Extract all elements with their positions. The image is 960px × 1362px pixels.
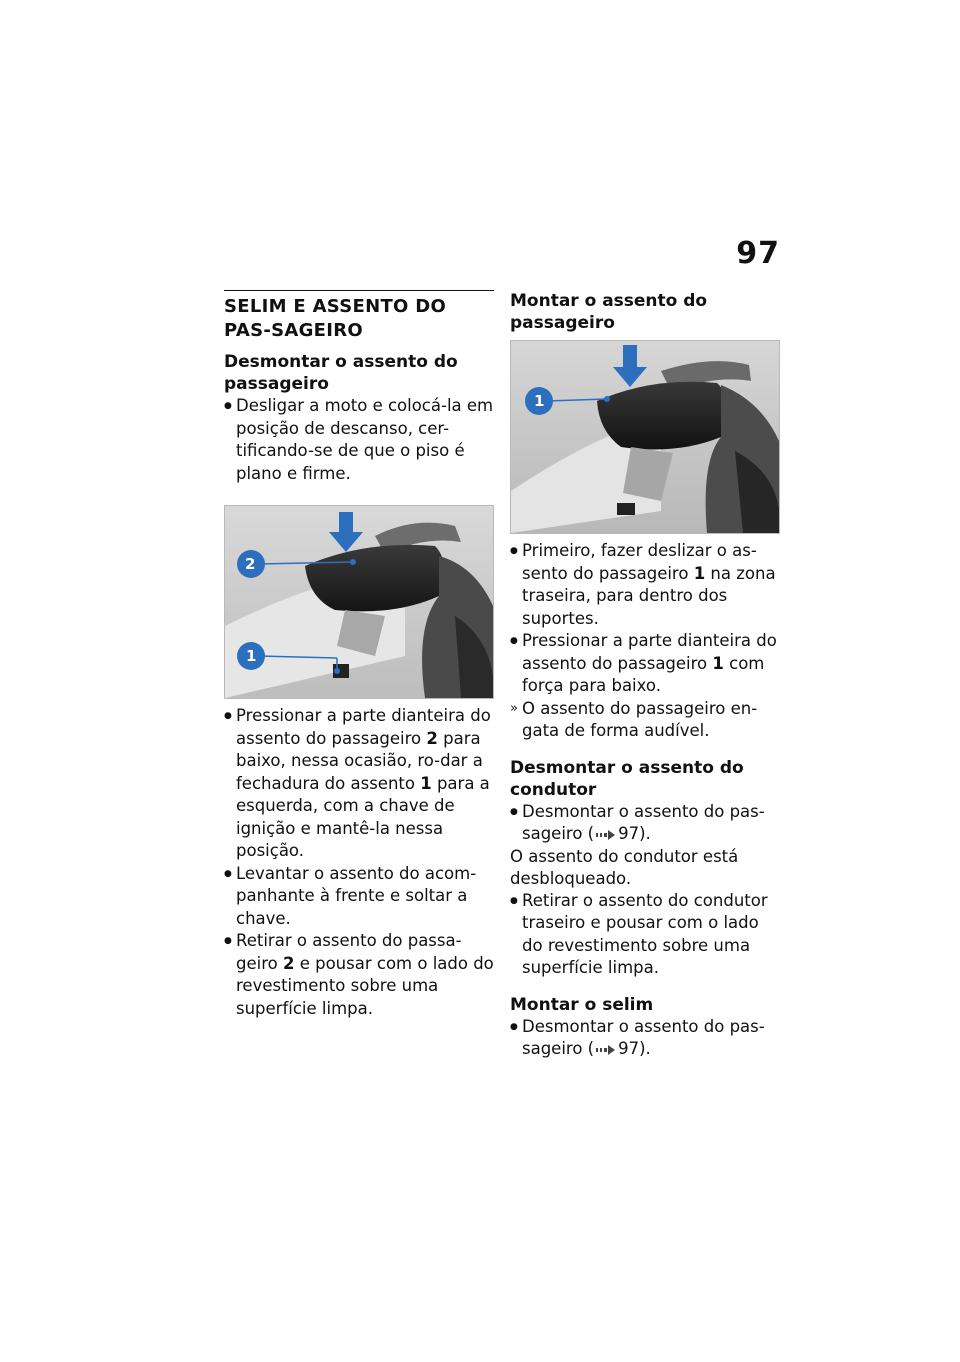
page-reference-arrow-icon: [596, 829, 616, 841]
instruction-bullet: ● Levantar o assento do acom-panhante à frente e soltar a chave.: [224, 863, 494, 931]
right-column: [510, 290, 782, 1061]
page-number: 97: [736, 236, 780, 271]
callout-label-1: 1: [246, 647, 257, 665]
instruction-bullet: ● Primeiro, fazer deslizar o as-sento do passageiro 1 na zona traseira, para dentro dos suportes.: [510, 540, 782, 630]
subheading-remove-passenger-seat: Desmontar o assento do passageiro: [224, 352, 458, 394]
section-rule: [224, 290, 494, 291]
instruction-bullet: ● Desmontar o assento do pas-sageiro ( 97).: [510, 1016, 782, 1061]
callout-label-1: 1: [534, 392, 545, 410]
instruction-bullet: ● Retirar o assento do passa-geiro 2 e pousar com o lado do revestimento sobre uma superfície limpa.: [224, 930, 494, 1020]
seat-removal-illustration: [225, 506, 493, 698]
instruction-bullet: ● Retirar o assento do condutor traseiro e pousar com o lado do revestimento sobre uma superfície limpa.: [510, 890, 782, 980]
instruction-bullet: ● Desmontar o assento do pas-sageiro ( 97).: [510, 801, 782, 846]
callout-label-2: 2: [245, 555, 256, 573]
page-reference-arrow-icon: [596, 1044, 616, 1056]
instruction-bullet: ● Pressionar a parte dianteira do assento do passageiro 2 para baixo, nessa ocasião, ro-dar a fechadura do assento 1 para a esquerda, com a chave de ignição e mantê-la nessa posição.: [224, 705, 494, 863]
page-reference[interactable]: 97: [618, 824, 640, 843]
result-line: » O assento do passageiro en-gata de forma audível.: [510, 698, 782, 743]
instruction-bullet: ● Desligar a moto e colocá-la em posição de descanso, cer-tificando-se de que o piso é plano e firme.: [224, 395, 494, 485]
left-column: [224, 290, 494, 1020]
subheading-install-passenger-seat: Montar o assento do passageiro: [510, 291, 708, 333]
subheading-install-seat: Montar o selim: [510, 994, 654, 1015]
figure-seat-removal: [224, 505, 494, 699]
page-reference[interactable]: 97: [618, 1039, 640, 1058]
section-title: SELIM E ASSENTO DO PAS-SAGEIRO: [224, 296, 447, 341]
seat-installation-illustration: [511, 341, 779, 533]
paragraph: O assento do condutor está desbloqueado.: [510, 846, 739, 888]
subheading-remove-rider-seat: Desmontar o assento do condutor: [510, 757, 744, 800]
instruction-bullet: ● Pressionar a parte dianteira do assento do passageiro 1 com força para baixo.: [510, 630, 782, 698]
figure-seat-installation: [510, 340, 780, 534]
